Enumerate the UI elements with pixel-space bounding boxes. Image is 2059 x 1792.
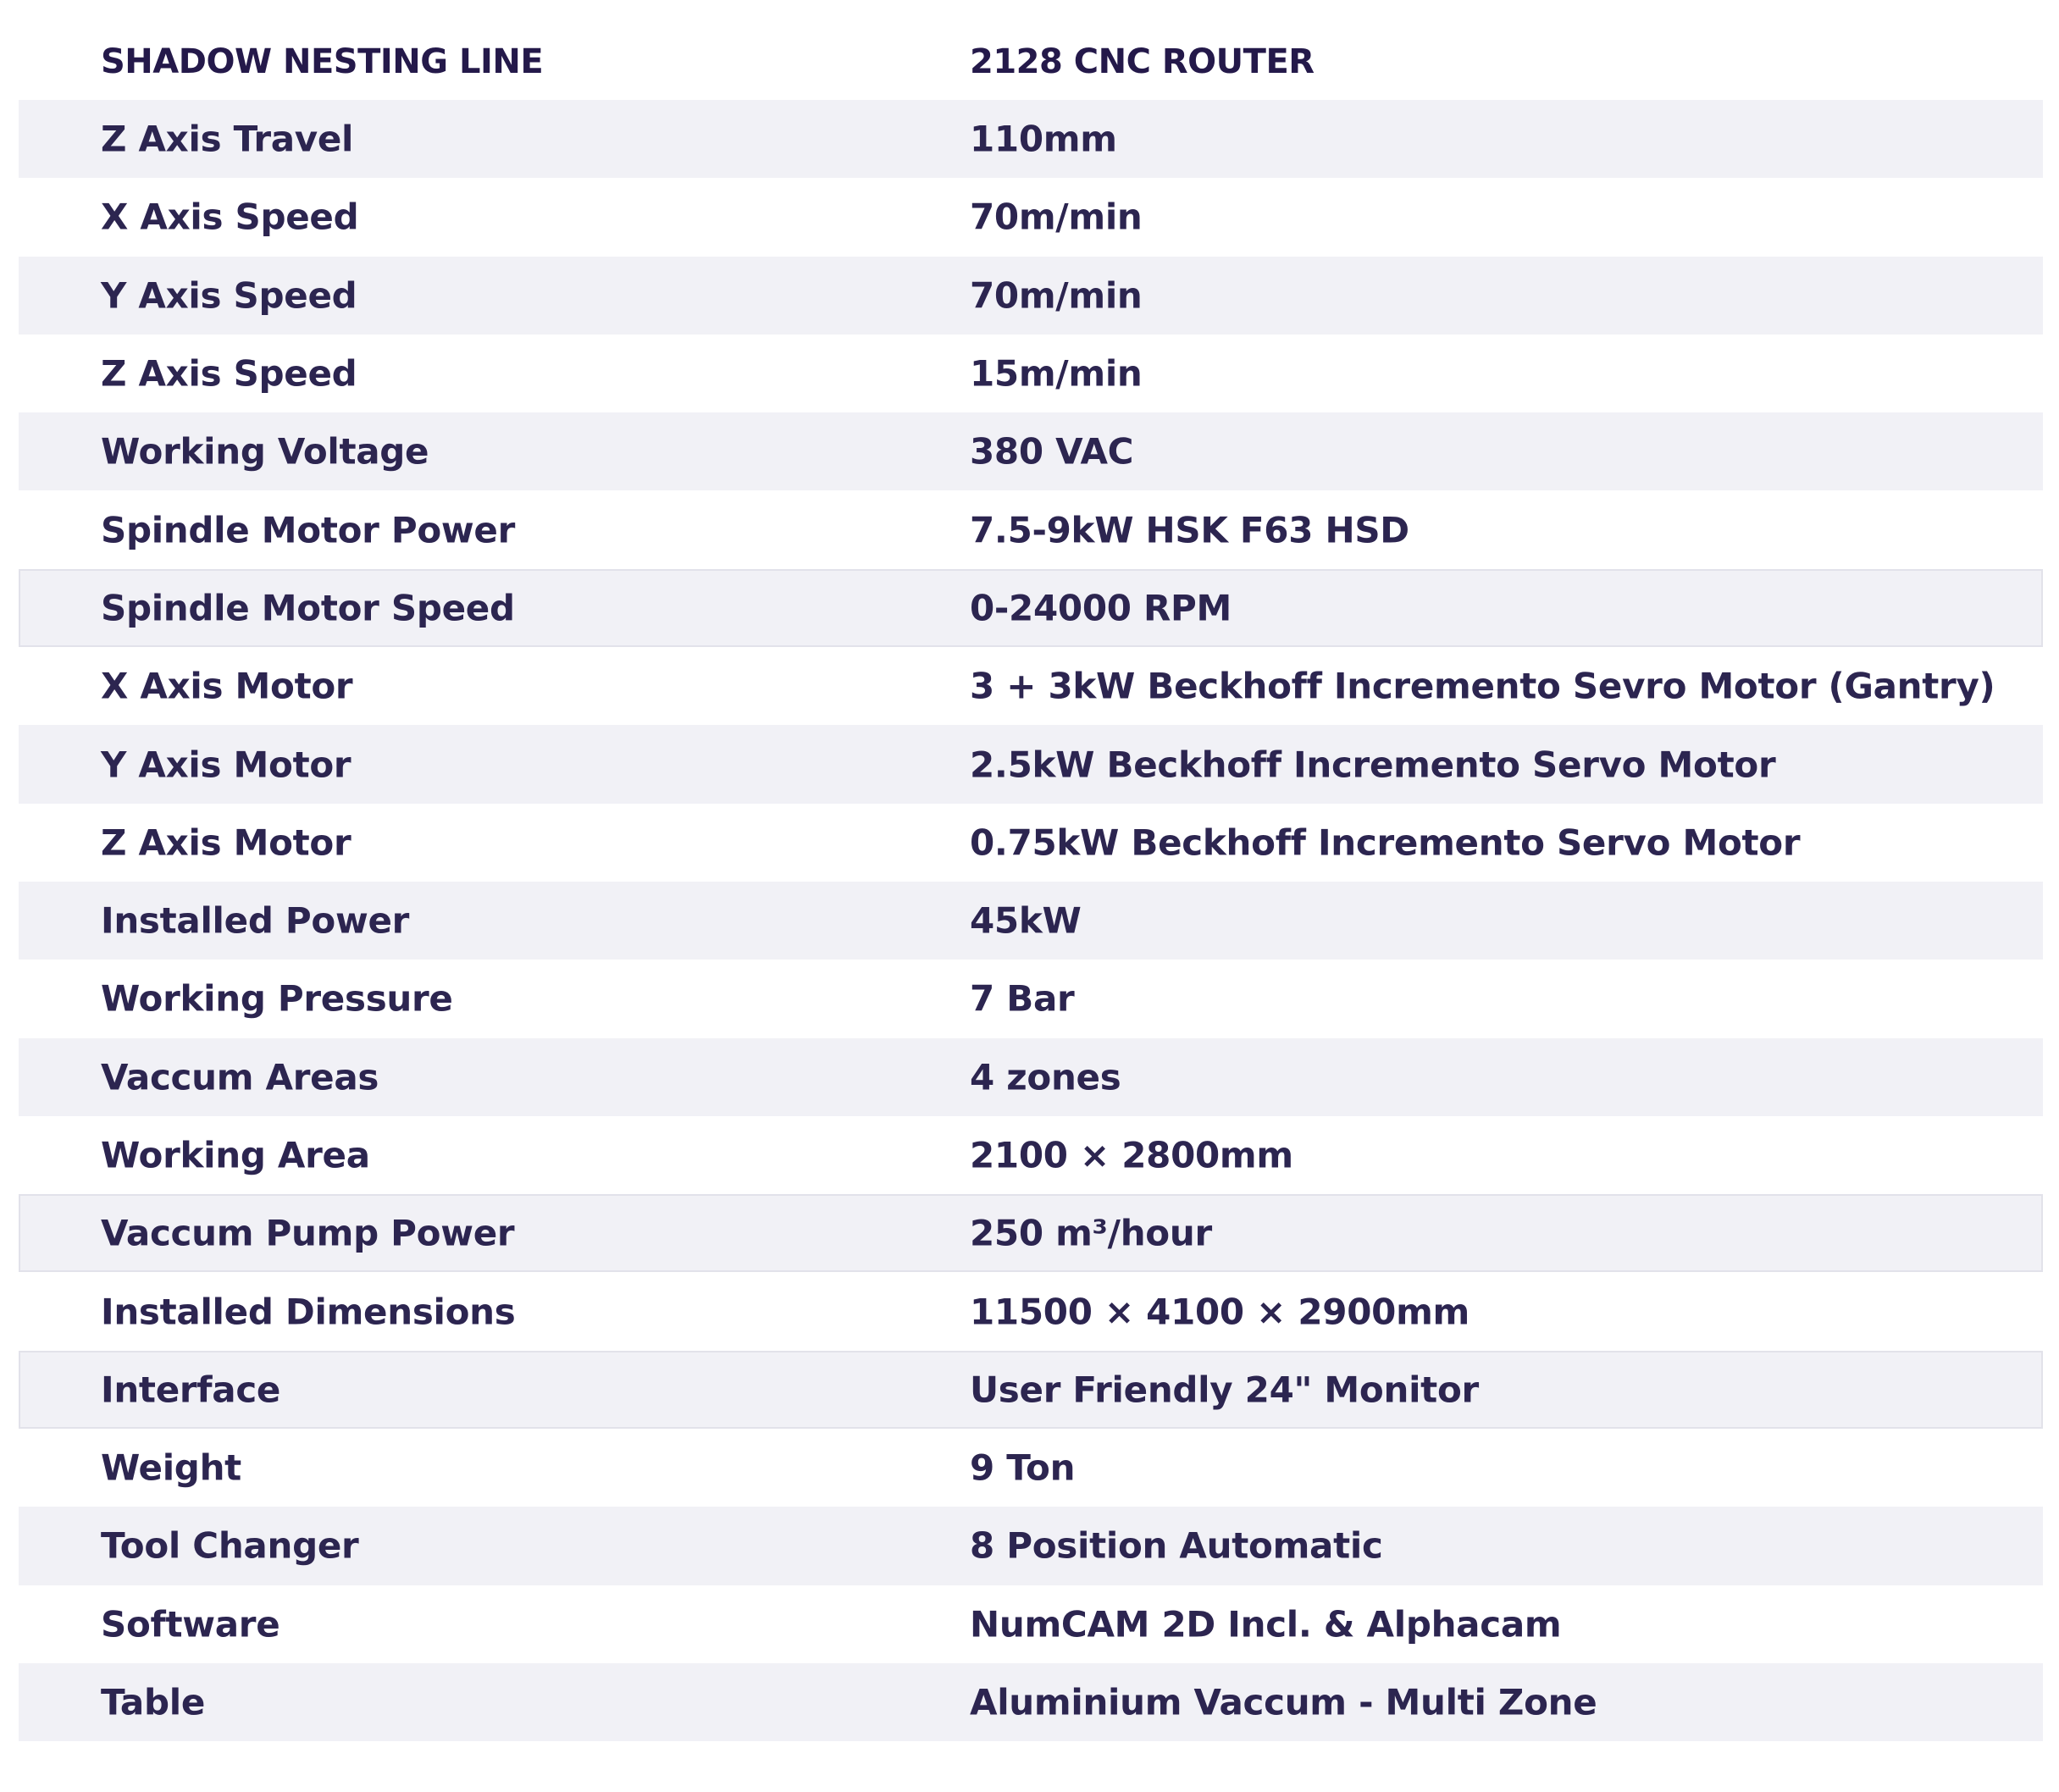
row-value: 0-24000 RPM (970, 587, 1232, 629)
row-label: Interface (101, 1369, 281, 1411)
table-row (19, 1194, 2043, 1272)
row-value: 15m/min (970, 352, 1143, 395)
table-row (19, 1351, 2043, 1429)
table-row (19, 1429, 2043, 1507)
spec-table (19, 24, 2043, 1741)
row-label: Software (101, 1603, 280, 1645)
table-row (19, 569, 2043, 647)
row-label: Y Axis Speed (101, 274, 357, 317)
row-label: X Axis Motor (101, 665, 353, 707)
row-value: 70m/min (970, 274, 1143, 317)
row-value: 7 Bar (970, 977, 1075, 1020)
table-row (19, 100, 2043, 178)
table-body (19, 100, 2043, 1741)
table-row (19, 1585, 2043, 1663)
table-row (19, 1507, 2043, 1585)
row-value: 7.5-9kW HSK F63 HSD (970, 509, 1409, 551)
row-label: Spindle Motor Power (101, 509, 516, 551)
row-label: Vaccum Pump Power (101, 1212, 515, 1254)
row-label: Table (101, 1681, 206, 1723)
row-value: 4 zones (970, 1056, 1121, 1098)
header-left: SHADOW NESTING LINE (101, 42, 544, 81)
row-value: 8 Position Automatic (970, 1524, 1383, 1567)
table-row (19, 178, 2043, 256)
row-label: Working Pressure (101, 977, 453, 1020)
row-label: X Axis Speed (101, 196, 359, 238)
header-right: 2128 CNC ROUTER (970, 42, 1315, 81)
row-value: 0.75kW Beckhoff Incremento Servo Motor (970, 821, 1801, 864)
row-value: 380 VAC (970, 430, 1134, 473)
table-header (19, 24, 2043, 100)
row-label: Tool Changer (101, 1524, 359, 1567)
table-row (19, 804, 2043, 882)
table-row (19, 1663, 2043, 1741)
row-label: Z Axis Speed (101, 352, 357, 395)
row-value: 2.5kW Beckhoff Incremento Servo Motor (970, 744, 1776, 786)
table-row (19, 257, 2043, 335)
table-row (19, 412, 2043, 490)
table-row (19, 725, 2043, 803)
row-value: NumCAM 2D Incl. & Alphacam (970, 1603, 1562, 1645)
row-value: 3 + 3kW Beckhoff Incremento Sevro Motor (Gantry) (970, 665, 1995, 707)
row-label: Y Axis Motor (101, 744, 351, 786)
row-label: Vaccum Areas (101, 1056, 379, 1098)
row-value: User Friendly 24" Monitor (970, 1369, 1479, 1411)
table-row (19, 960, 2043, 1037)
table-row (19, 1272, 2043, 1350)
row-label: Working Voltage (101, 430, 429, 473)
table-row (19, 1116, 2043, 1194)
row-label: Installed Dimensions (101, 1291, 516, 1333)
table-row (19, 647, 2043, 725)
row-value: 250 m³/hour (970, 1212, 1212, 1254)
row-label: Z Axis Motor (101, 821, 351, 864)
row-label: Spindle Motor Speed (101, 587, 515, 629)
row-value: 110mm (970, 118, 1117, 160)
row-value: 70m/min (970, 196, 1143, 238)
row-label: Weight (101, 1446, 241, 1489)
row-value: Aluminium Vaccum - Multi Zone (970, 1681, 1597, 1723)
row-value: 2100 × 2800mm (970, 1134, 1293, 1176)
table-row (19, 882, 2043, 960)
table-row (19, 490, 2043, 568)
row-label: Installed Power (101, 899, 410, 942)
row-value: 9 Ton (970, 1446, 1076, 1489)
row-label: Z Axis Travel (101, 118, 354, 160)
table-row (19, 335, 2043, 412)
table-row (19, 1038, 2043, 1116)
row-value: 11500 × 4100 × 2900mm (970, 1291, 1470, 1333)
row-label: Working Area (101, 1134, 370, 1176)
row-value: 45kW (970, 899, 1082, 942)
